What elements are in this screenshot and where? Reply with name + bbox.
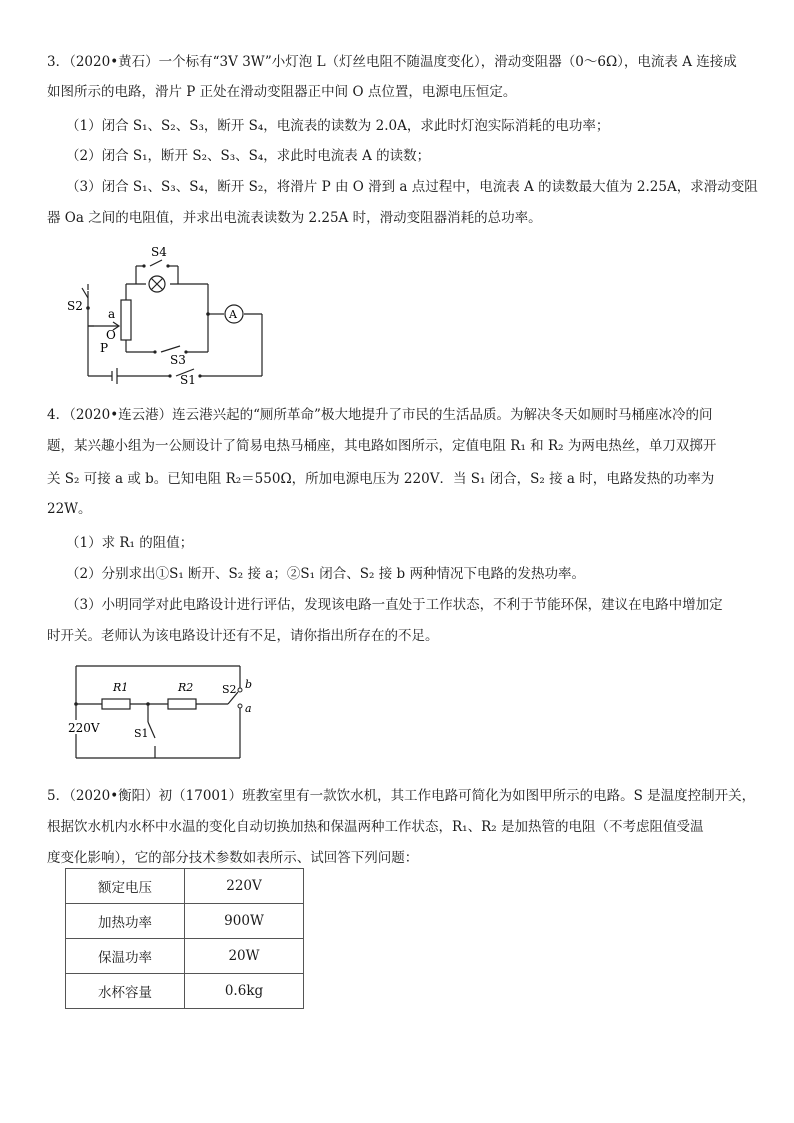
table-row	[66, 869, 304, 904]
q3-part2: （2）闭合 S₁，断开 S₂、S₃、S₄，求此时电流表 A 的读数；	[66, 148, 431, 164]
q4-label-r2: R2	[178, 681, 194, 694]
q4-part3a: （3）小明同学对此电路设计进行评估，发现该电路一直处于工作状态，不利于节能环保，建议在电路中增加定	[66, 597, 723, 613]
q3-line2: 如图所示的电路，滑片 P 正处在滑动变阻器正中间 O 点位置，电源电压恒定。	[47, 84, 517, 100]
q4-label-voltage: 220V	[68, 721, 100, 735]
q3-circuit-diagram	[60, 238, 280, 384]
table-cell-key: 保温功率	[66, 939, 185, 974]
table-row	[66, 974, 304, 1009]
q4-label-s2: S2	[222, 683, 237, 696]
table-cell-value: 220V	[185, 869, 304, 904]
q4-part2: （2）分别求出①S₁ 断开、S₂ 接 a；②S₁ 闭合、S₂ 接 b 两种情况下电路的发热功率。	[66, 566, 585, 582]
q3-part3b: 器 Oa 之间的电阻值，并求出电流表读数为 2.25A 时，滑动变阻器消耗的总功率。	[47, 210, 542, 226]
q3-ammeter-label: A	[229, 308, 237, 321]
q5-line3: 度变化影响），它的部分技术参数如表所示、试回答下列问题：	[47, 850, 419, 866]
table-cell-key: 额定电压	[66, 869, 185, 904]
q5-parameter-table	[65, 868, 304, 1009]
q4-circuit-diagram	[62, 660, 262, 766]
q3-label-p: P	[100, 341, 109, 355]
q4-label-b: b	[245, 678, 253, 691]
q3-part1: （1）闭合 S₁、S₂、S₃，断开 S₄，电流表的读数为 2.0A，求此时灯泡实际消耗的电功率；	[66, 118, 610, 134]
q3-label-s4: S4	[151, 245, 167, 259]
q3-part3a: （3）闭合 S₁、S₃、S₄，断开 S₂，将滑片 P 由 O 滑到 a 点过程中，电流表 A 的读数最大值为 2.25A，求滑动变阻	[66, 179, 758, 195]
q3-label-o: O	[106, 328, 116, 342]
q3-label-s3: S3	[170, 353, 186, 367]
q3-line1: 3．（2020•黄石）一个标有“3V 3W”小灯泡 L（灯丝电阻不随温度变化），滑动变阻器（0～6Ω），电流表 A 连接成	[47, 54, 737, 70]
q4-label-r1: R1	[113, 681, 129, 694]
table-cell-value: 900W	[185, 904, 304, 939]
q4-line3: 关 S₂ 可接 a 或 b。已知电阻 R₂＝550Ω，所加电源电压为 220V．当 S₁ 闭合，S₂ 接 a 时，电路发热的功率为	[47, 471, 715, 487]
q4-label-a: a	[245, 702, 252, 715]
q3-label-a: a	[108, 307, 116, 321]
q4-line1: 4．（2020•连云港）连云港兴起的“厕所革命”极大地提升了市民的生活品质。为解决冬天如厕时马桶座冰冷的问	[47, 407, 713, 423]
table-cell-key: 加热功率	[66, 904, 185, 939]
q4-line4: 22W。	[47, 501, 92, 517]
q4-label-s1: S1	[134, 727, 149, 740]
q4-part1: （1）求 R₁ 的阻值；	[66, 535, 194, 551]
table-cell-key: 水杯容量	[66, 974, 185, 1009]
table-row	[66, 904, 304, 939]
q4-part3b: 时开关。老师认为该电路设计还有不足，请你指出所存在的不足。	[47, 628, 439, 644]
table-cell-value: 20W	[185, 939, 304, 974]
table-row	[66, 939, 304, 974]
table-cell-value: 0.6kg	[185, 974, 304, 1009]
q5-line1: 5．（2020•衡阳）初（17001）班教室里有一款饮水机，其工作电路可简化为如图甲所示的电路。S 是温度控制开关，	[47, 788, 756, 804]
q4-line2: 题，某兴趣小组为一公厕设计了简易电热马桶座，其电路如图所示，定值电阻 R₁ 和 R₂ 为两电热丝，单刀双掷开	[47, 438, 717, 454]
q3-label-s1: S1	[180, 373, 196, 384]
q3-label-s2: S2	[67, 299, 83, 313]
q5-line2: 根据饮水机内水杯中水温的变化自动切换加热和保温两种工作状态，R₁、R₂ 是加热管的电阻（不考虑阻值受温	[47, 819, 704, 835]
